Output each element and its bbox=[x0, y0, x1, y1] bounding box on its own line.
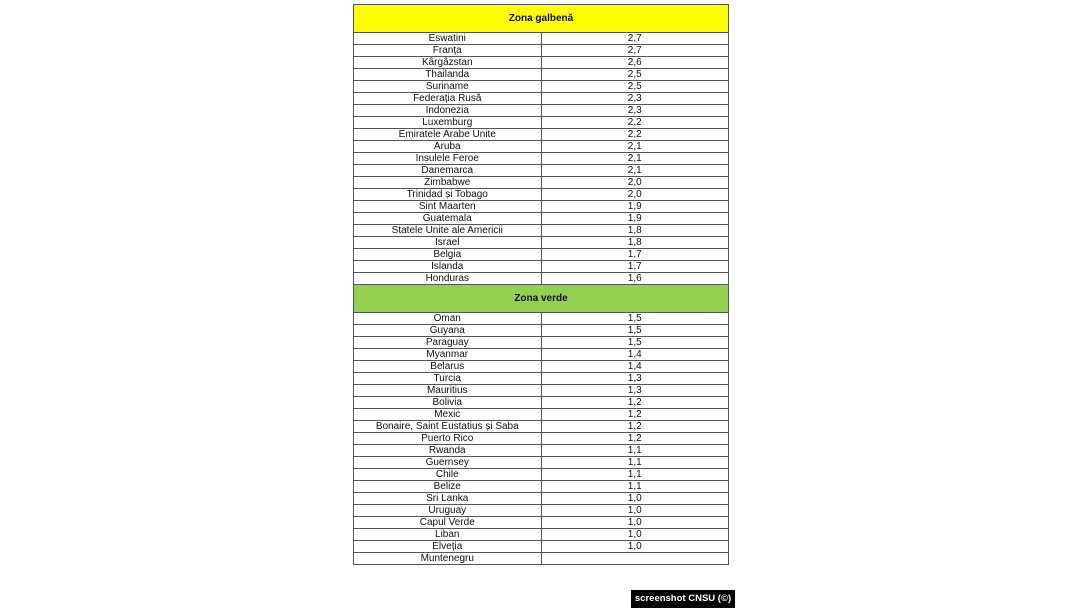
country-cell: Mexic bbox=[354, 409, 542, 421]
country-cell: Danemarca bbox=[354, 165, 542, 177]
table-row bbox=[354, 397, 729, 409]
country-cell: Franța bbox=[354, 45, 542, 57]
country-cell: Belize bbox=[354, 481, 542, 493]
table-row bbox=[354, 373, 729, 385]
value-cell: 2,2 bbox=[541, 117, 729, 129]
table-row bbox=[354, 237, 729, 249]
table-row bbox=[354, 249, 729, 261]
country-cell: Emiratele Arabe Unite bbox=[354, 129, 542, 141]
value-cell bbox=[541, 553, 729, 565]
country-cell: Oman bbox=[354, 313, 542, 325]
country-cell: Muntenegru bbox=[354, 553, 542, 565]
table-row bbox=[354, 201, 729, 213]
country-cell: Insulele Feroe bbox=[354, 153, 542, 165]
country-cell: Liban bbox=[354, 529, 542, 541]
table-row bbox=[354, 385, 729, 397]
country-cell: Indonezia bbox=[354, 105, 542, 117]
country-cell: Uruguay bbox=[354, 505, 542, 517]
table-row bbox=[354, 117, 729, 129]
country-cell: Sri Lanka bbox=[354, 493, 542, 505]
value-cell: 1,0 bbox=[541, 493, 729, 505]
value-cell: 1,1 bbox=[541, 469, 729, 481]
value-cell: 1,1 bbox=[541, 481, 729, 493]
country-cell: Elveția bbox=[354, 541, 542, 553]
value-cell: 1,8 bbox=[541, 237, 729, 249]
value-cell: 1,0 bbox=[541, 517, 729, 529]
value-cell: 1,3 bbox=[541, 385, 729, 397]
table-row bbox=[354, 261, 729, 273]
value-cell: 1,0 bbox=[541, 505, 729, 517]
value-cell: 1,2 bbox=[541, 421, 729, 433]
value-cell: 2,5 bbox=[541, 69, 729, 81]
table-row bbox=[354, 225, 729, 237]
table-row bbox=[354, 529, 729, 541]
table-row bbox=[354, 445, 729, 457]
table-row bbox=[354, 361, 729, 373]
table-row bbox=[354, 57, 729, 69]
value-cell: 2,0 bbox=[541, 177, 729, 189]
zone-table bbox=[353, 4, 729, 565]
value-cell: 2,7 bbox=[541, 33, 729, 45]
zone-table-document bbox=[353, 4, 729, 565]
table-row bbox=[354, 273, 729, 285]
country-cell: Turcia bbox=[354, 373, 542, 385]
country-cell: Belarus bbox=[354, 361, 542, 373]
country-cell: Capul Verde bbox=[354, 517, 542, 529]
table-row bbox=[354, 177, 729, 189]
value-cell: 1,1 bbox=[541, 445, 729, 457]
table-row bbox=[354, 33, 729, 45]
value-cell: 2,6 bbox=[541, 57, 729, 69]
table-row bbox=[354, 141, 729, 153]
table-row bbox=[354, 93, 729, 105]
zone-header-row bbox=[354, 285, 729, 313]
value-cell: 1,7 bbox=[541, 261, 729, 273]
table-row bbox=[354, 213, 729, 225]
zone-title: Zona verde bbox=[354, 285, 729, 313]
country-cell: Aruba bbox=[354, 141, 542, 153]
value-cell: 2,0 bbox=[541, 189, 729, 201]
country-cell: Suriname bbox=[354, 81, 542, 93]
value-cell: 2,3 bbox=[541, 105, 729, 117]
table-row bbox=[354, 481, 729, 493]
table-row bbox=[354, 105, 729, 117]
value-cell: 1,8 bbox=[541, 225, 729, 237]
country-cell: Thailanda bbox=[354, 69, 542, 81]
value-cell: 2,2 bbox=[541, 129, 729, 141]
country-cell: Zimbabwe bbox=[354, 177, 542, 189]
country-cell: Mauritius bbox=[354, 385, 542, 397]
value-cell: 1,3 bbox=[541, 373, 729, 385]
value-cell: 1,0 bbox=[541, 541, 729, 553]
zone-header-row bbox=[354, 5, 729, 33]
country-cell: Guyana bbox=[354, 325, 542, 337]
country-cell: Israel bbox=[354, 237, 542, 249]
country-cell: Guatemala bbox=[354, 213, 542, 225]
country-cell: Federația Rusă bbox=[354, 93, 542, 105]
table-row bbox=[354, 421, 729, 433]
table-row bbox=[354, 153, 729, 165]
table-row bbox=[354, 457, 729, 469]
country-cell: Honduras bbox=[354, 273, 542, 285]
country-cell: Kârgâzstan bbox=[354, 57, 542, 69]
country-cell: Belgia bbox=[354, 249, 542, 261]
value-cell: 1,1 bbox=[541, 457, 729, 469]
table-row bbox=[354, 337, 729, 349]
table-row bbox=[354, 325, 729, 337]
value-cell: 1,7 bbox=[541, 249, 729, 261]
table-row bbox=[354, 45, 729, 57]
value-cell: 1,9 bbox=[541, 213, 729, 225]
country-cell: Guernsey bbox=[354, 457, 542, 469]
screenshot-credit: screenshot CNSU (©) bbox=[631, 590, 735, 608]
country-cell: Bonaire, Saint Eustatius și Saba bbox=[354, 421, 542, 433]
country-cell: Islanda bbox=[354, 261, 542, 273]
value-cell: 1,5 bbox=[541, 325, 729, 337]
value-cell: 1,4 bbox=[541, 349, 729, 361]
value-cell: 1,4 bbox=[541, 361, 729, 373]
country-cell: Chile bbox=[354, 469, 542, 481]
table-row bbox=[354, 433, 729, 445]
value-cell: 1,5 bbox=[541, 337, 729, 349]
table-row bbox=[354, 469, 729, 481]
value-cell: 1,2 bbox=[541, 409, 729, 421]
zone-table-body bbox=[354, 5, 729, 565]
value-cell: 2,1 bbox=[541, 165, 729, 177]
table-row bbox=[354, 553, 729, 565]
value-cell: 1,2 bbox=[541, 397, 729, 409]
country-cell: Paraguay bbox=[354, 337, 542, 349]
country-cell: Luxemburg bbox=[354, 117, 542, 129]
zone-title: Zona galbenă bbox=[354, 5, 729, 33]
table-row bbox=[354, 541, 729, 553]
table-row bbox=[354, 349, 729, 361]
table-row bbox=[354, 517, 729, 529]
table-row bbox=[354, 189, 729, 201]
value-cell: 1,9 bbox=[541, 201, 729, 213]
value-cell: 1,5 bbox=[541, 313, 729, 325]
value-cell: 2,1 bbox=[541, 141, 729, 153]
country-cell: Rwanda bbox=[354, 445, 542, 457]
table-row bbox=[354, 81, 729, 93]
value-cell: 2,5 bbox=[541, 81, 729, 93]
value-cell: 1,6 bbox=[541, 273, 729, 285]
country-cell: Trinidad și Tobago bbox=[354, 189, 542, 201]
table-row bbox=[354, 129, 729, 141]
table-row bbox=[354, 165, 729, 177]
table-row bbox=[354, 313, 729, 325]
country-cell: Puerto Rico bbox=[354, 433, 542, 445]
table-row bbox=[354, 69, 729, 81]
value-cell: 2,7 bbox=[541, 45, 729, 57]
value-cell: 2,3 bbox=[541, 93, 729, 105]
country-cell: Myanmar bbox=[354, 349, 542, 361]
value-cell: 1,0 bbox=[541, 529, 729, 541]
table-row bbox=[354, 409, 729, 421]
table-row bbox=[354, 493, 729, 505]
country-cell: Sint Maarten bbox=[354, 201, 542, 213]
value-cell: 1,2 bbox=[541, 433, 729, 445]
country-cell: Statele Unite ale Americii bbox=[354, 225, 542, 237]
country-cell: Bolivia bbox=[354, 397, 542, 409]
value-cell: 2,1 bbox=[541, 153, 729, 165]
country-cell: Eswatini bbox=[354, 33, 542, 45]
table-row bbox=[354, 505, 729, 517]
